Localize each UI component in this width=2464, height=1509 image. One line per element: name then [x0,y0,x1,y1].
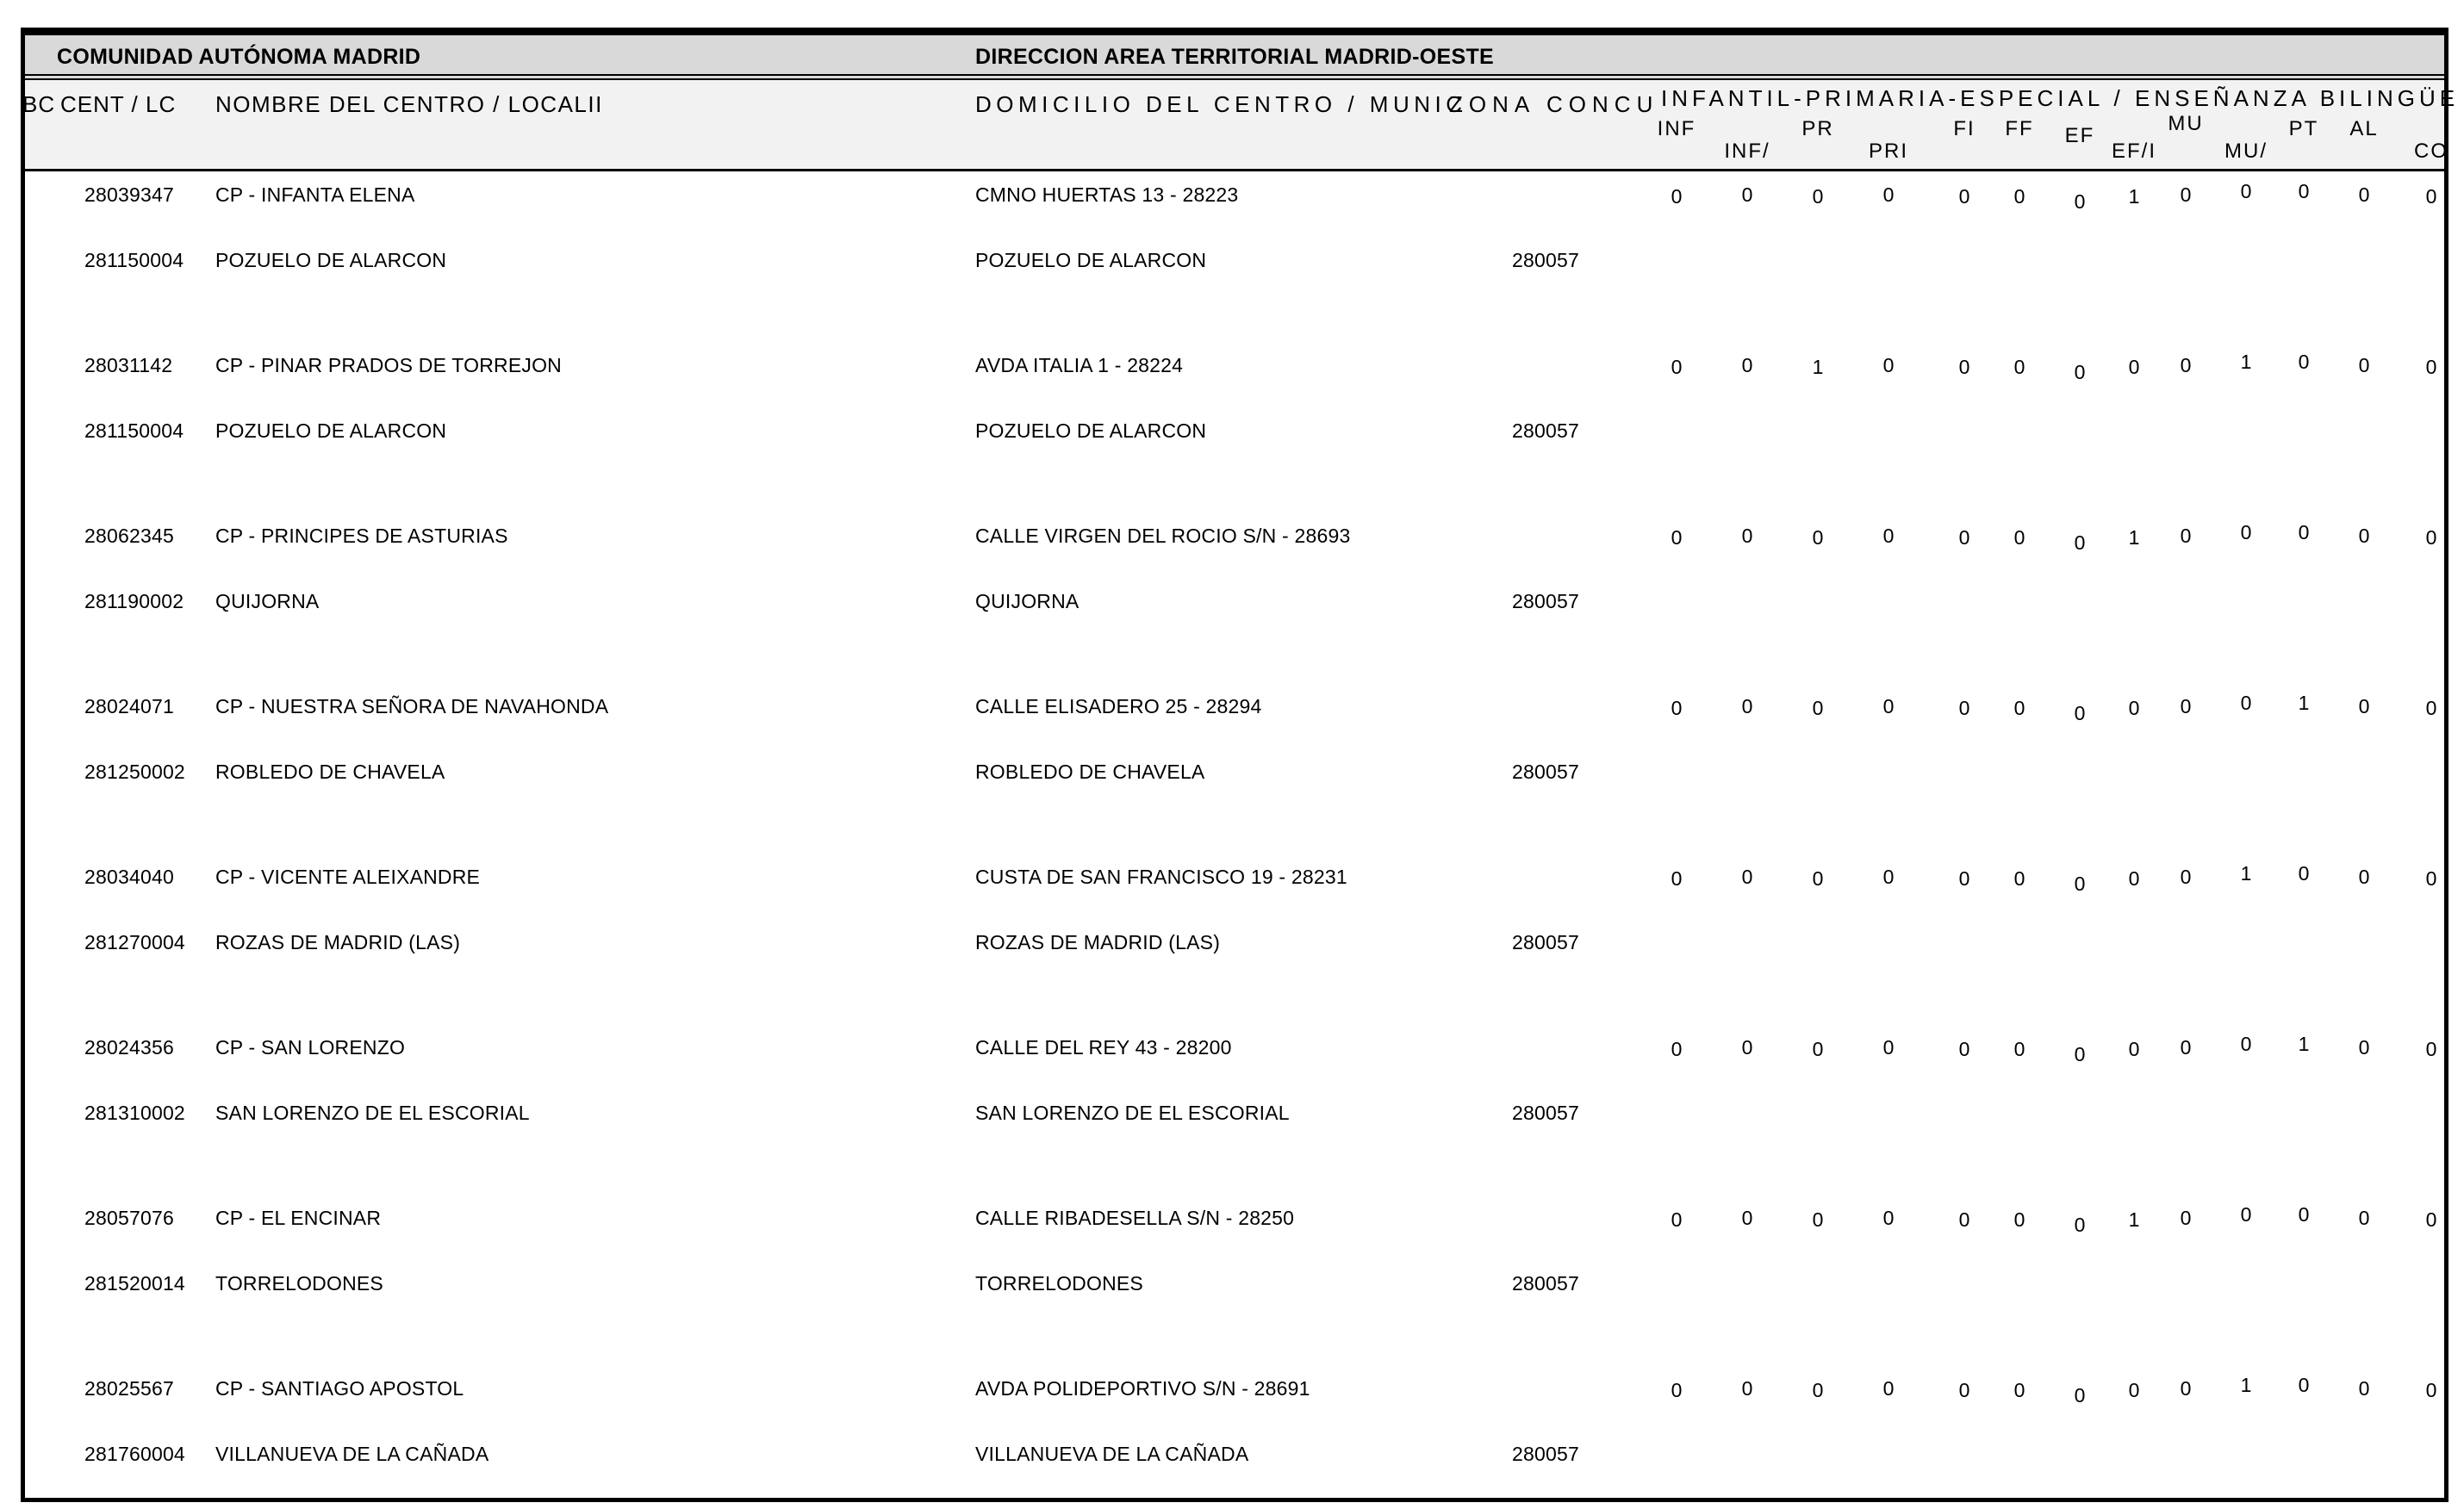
table-row [0,351,2464,518]
locality-code-cell: 281760004 [84,1443,185,1465]
center-line [0,351,2464,383]
table-row [0,180,2464,347]
col-header-domicilio: DOMICILIO DEL CENTRO / MUNIC [975,91,1467,117]
center-name-cell: CP - SANTIAGO APOSTOL [215,1377,464,1400]
locality-line [0,590,2464,618]
value-cell: 0 [2240,1203,2252,1226]
zone-code-cell: 280057 [1512,1443,1579,1465]
value-cell: 0 [2074,361,2086,383]
value-cell: 0 [2013,526,2025,549]
center-address-cell: CMNO HUERTAS 13 - 28223 [975,183,1239,206]
value-cell: 0 [2074,1214,2086,1236]
zone-code-cell: 280057 [1512,1272,1579,1295]
col-header-pr: PR [1801,117,1834,140]
value-cell: 0 [1741,354,1753,376]
value-cell: 0 [2013,356,2025,378]
value-cell: 0 [1671,697,1683,719]
value-cell: 0 [2180,866,2192,888]
locality-code-cell: 281310002 [84,1102,185,1124]
value-cell: 0 [2358,183,2370,206]
col-header-group-title: INFANTIL-PRIMARIA-ESPECIAL / ENSEÑANZA BILINGÜE [1661,85,2460,111]
value-cell: 0 [2425,356,2437,378]
locality-name-cell: POZUELO DE ALARCON [215,249,447,271]
value-cell: 1 [1812,356,1824,378]
table-row [0,1033,2464,1200]
col-header-al: AL [2349,117,2379,140]
center-line [0,521,2464,554]
value-cell: 0 [2128,697,2140,719]
municipality-cell: VILLANUEVA DE LA CAÑADA [975,1443,1249,1465]
value-cell: 0 [1741,1377,1753,1400]
value-cell: 0 [2180,1207,2192,1229]
col-header-ff: FF [2005,117,2034,140]
col-header-ef-i: EF/I [2111,140,2157,163]
value-cell: 0 [1958,526,1970,549]
center-code-cell: 28025567 [84,1377,174,1400]
value-cell: 0 [2425,185,2437,208]
locality-line [0,249,2464,276]
value-cell: 0 [2425,867,2437,890]
value-cell: 0 [1671,356,1683,378]
center-code-cell: 28024071 [84,695,174,717]
value-cell: 0 [2013,867,2025,890]
value-cell: 0 [2128,867,2140,890]
value-cell: 1 [2128,185,2140,208]
value-cell: 0 [2425,526,2437,549]
zone-code-cell: 280057 [1512,931,1579,953]
value-cell: 0 [1882,695,1895,717]
value-cell: 0 [2180,695,2192,717]
value-cell: 0 [2180,1036,2192,1059]
municipality-cell: POZUELO DE ALARCON [975,249,1207,271]
center-line [0,1203,2464,1236]
col-header-pri: PRI [1868,140,1909,163]
center-code-cell: 28057076 [84,1207,174,1229]
value-cell: 1 [2298,692,2310,714]
value-cell: 0 [2425,697,2437,719]
center-name-cell: CP - PINAR PRADOS DE TORREJON [215,354,562,376]
locality-name-cell: ROBLEDO DE CHAVELA [215,761,445,783]
value-cell: 0 [2298,521,2310,543]
center-name-cell: CP - NUESTRA SEÑORA DE NAVAHONDA [215,695,609,717]
value-cell: 0 [2358,525,2370,547]
value-cell: 0 [1958,867,1970,890]
col-header-inf: INF [1657,117,1696,140]
value-cell: 0 [1812,867,1824,890]
center-address-cell: AVDA ITALIA 1 - 28224 [975,354,1184,376]
center-address-cell: CUSTA DE SAN FRANCISCO 19 - 28231 [975,866,1347,888]
value-cell: 1 [2240,862,2252,885]
table-row [0,1203,2464,1370]
value-cell: 0 [1741,866,1753,888]
zone-code-cell: 280057 [1512,590,1579,612]
community-title: COMUNIDAD AUTÓNOMA MADRID [57,45,421,69]
value-cell: 0 [2298,351,2310,373]
zone-code-cell: 280057 [1512,249,1579,271]
locality-name-cell: VILLANUEVA DE LA CAÑADA [215,1443,489,1465]
value-cell: 0 [2240,1033,2252,1055]
locality-code-cell: 281250002 [84,761,185,783]
value-cell: 0 [2128,1038,2140,1060]
locality-name-cell: TORRELODONES [215,1272,383,1295]
center-code-cell: 28062345 [84,525,174,547]
col-header-pt: PT [2288,117,2319,140]
value-cell: 0 [1958,185,1970,208]
center-name-cell: CP - EL ENCINAR [215,1207,382,1229]
value-cell: 0 [2180,1377,2192,1400]
value-cell: 0 [2358,1207,2370,1229]
municipality-cell: TORRELODONES [975,1272,1143,1295]
center-line [0,1033,2464,1065]
zone-code-cell: 280057 [1512,1102,1579,1124]
municipality-cell: SAN LORENZO DE EL ESCORIAL [975,1102,1290,1124]
value-cell: 1 [2298,1033,2310,1055]
center-line [0,180,2464,213]
zone-code-cell: 280057 [1512,419,1579,442]
value-cell: 0 [2298,862,2310,885]
center-line [0,862,2464,895]
value-cell: 0 [2358,695,2370,717]
value-cell: 0 [1671,1038,1683,1060]
value-cell: 0 [1882,1377,1895,1400]
value-cell: 0 [1958,1379,1970,1401]
value-cell: 0 [2074,531,2086,554]
value-cell: 0 [2358,1377,2370,1400]
locality-code-cell: 281270004 [84,931,185,953]
value-cell: 0 [2240,521,2252,543]
value-cell: 0 [2013,1379,2025,1401]
value-cell: 0 [1812,697,1824,719]
value-cell: 0 [2240,180,2252,202]
locality-name-cell: ROZAS DE MADRID (LAS) [215,931,461,953]
value-cell: 0 [1882,354,1895,376]
center-address-cell: AVDA POLIDEPORTIVO S/N - 28691 [975,1377,1310,1400]
value-cell: 0 [1958,1038,1970,1060]
center-name-cell: CP - VICENTE ALEIXANDRE [215,866,481,888]
value-cell: 0 [1741,1036,1753,1059]
municipality-cell: ROZAS DE MADRID (LAS) [975,931,1221,953]
municipality-cell: QUIJORNA [975,590,1080,612]
value-cell: 0 [2013,185,2025,208]
value-cell: 0 [2425,1379,2437,1401]
value-cell: 0 [1671,1379,1683,1401]
value-cell: 0 [2074,702,2086,724]
value-cell: 1 [2240,351,2252,373]
locality-name-cell: SAN LORENZO DE EL ESCORIAL [215,1102,530,1124]
center-code-cell: 28024356 [84,1036,174,1059]
value-cell: 0 [1812,1038,1824,1060]
value-cell: 0 [2074,190,2086,213]
municipality-cell: ROBLEDO DE CHAVELA [975,761,1205,783]
col-header-mu: MU [2168,112,2204,135]
value-cell: 0 [2180,525,2192,547]
value-cell: 0 [2013,697,2025,719]
table-row [0,862,2464,1029]
col-header-inf-bil: INF/ [1724,140,1770,163]
value-cell: 0 [1741,183,1753,206]
col-header-nombre: NOMBRE DEL CENTRO / LOCALII [215,91,603,117]
value-cell: 0 [2074,1384,2086,1407]
value-cell: 0 [2425,1038,2437,1060]
value-cell: 0 [1812,1379,1824,1401]
center-code-cell: 28034040 [84,866,174,888]
value-cell: 0 [1882,1207,1895,1229]
center-address-cell: CALLE RIBADESELLA S/N - 28250 [975,1207,1295,1229]
value-cell: 0 [1882,183,1895,206]
center-address-cell: CALLE ELISADERO 25 - 28294 [975,695,1262,717]
value-cell: 0 [2074,1043,2086,1065]
locality-line [0,761,2464,788]
value-cell: 0 [1958,1208,1970,1231]
value-cell: 0 [2180,183,2192,206]
value-cell: 0 [1671,1208,1683,1231]
zone-code-cell: 280057 [1512,761,1579,783]
value-cell: 0 [2425,1208,2437,1231]
value-cell: 0 [1671,185,1683,208]
col-header-zona: ZONA CONCU [1449,91,1659,117]
value-cell: 0 [1882,866,1895,888]
value-cell: 0 [1882,525,1895,547]
value-cell: 1 [2240,1374,2252,1396]
center-name-cell: CP - SAN LORENZO [215,1036,406,1059]
value-cell: 0 [2180,354,2192,376]
locality-name-cell: POZUELO DE ALARCON [215,419,447,442]
locality-line [0,931,2464,959]
value-cell: 0 [1741,695,1753,717]
value-cell: 0 [2013,1208,2025,1231]
locality-line [0,1102,2464,1129]
col-header-bc: BC [22,91,56,117]
center-name-cell: CP - PRINCIPES DE ASTURIAS [215,525,508,547]
center-line [0,692,2464,724]
table-row [0,521,2464,688]
value-cell: 1 [2128,526,2140,549]
locality-name-cell: QUIJORNA [215,590,320,612]
center-code-cell: 28031142 [84,354,173,376]
col-header-ef: EF [2064,124,2095,147]
value-cell: 0 [1812,526,1824,549]
value-cell: 0 [2358,1036,2370,1059]
value-cell: 0 [2074,872,2086,895]
value-cell: 0 [2128,356,2140,378]
value-cell: 0 [2358,866,2370,888]
locality-code-cell: 281520014 [84,1272,185,1295]
value-cell: 0 [1741,525,1753,547]
center-line [0,1374,2464,1407]
center-code-cell: 28039347 [84,183,174,206]
col-header-mu-bil: MU/ [2224,140,2268,163]
locality-code-cell: 281150004 [84,419,184,442]
value-cell: 0 [1958,697,1970,719]
value-cell: 1 [2128,1208,2140,1231]
table-row [0,1374,2464,1509]
value-cell: 0 [2298,1203,2310,1226]
value-cell: 0 [2298,1374,2310,1396]
municipality-cell: POZUELO DE ALARCON [975,419,1207,442]
value-cell: 0 [1671,526,1683,549]
value-cell: 0 [2358,354,2370,376]
value-cell: 0 [1882,1036,1895,1059]
value-cell: 0 [1958,356,1970,378]
locality-code-cell: 281150004 [84,249,184,271]
value-cell: 0 [1671,867,1683,890]
area-title: DIRECCION AREA TERRITORIAL MADRID-OESTE [975,45,1494,69]
center-name-cell: CP - INFANTA ELENA [215,183,415,206]
center-address-cell: CALLE DEL REY 43 - 28200 [975,1036,1232,1059]
value-cell: 0 [2128,1379,2140,1401]
center-address-cell: CALLE VIRGEN DEL ROCIO S/N - 28693 [975,525,1351,547]
value-cell: 0 [1812,1208,1824,1231]
value-cell: 0 [1812,185,1824,208]
value-cell: 0 [1741,1207,1753,1229]
table-row [0,692,2464,859]
value-cell: 0 [2013,1038,2025,1060]
col-header-co: CO [2414,140,2448,163]
locality-line [0,1272,2464,1300]
locality-line [0,419,2464,447]
value-cell: 0 [2298,180,2310,202]
locality-line [0,1443,2464,1470]
col-header-cent-loc: CENT / LC [60,91,177,117]
value-cell: 0 [2240,692,2252,714]
col-header-fi: FI [1953,117,1976,140]
locality-code-cell: 281190002 [84,590,184,612]
